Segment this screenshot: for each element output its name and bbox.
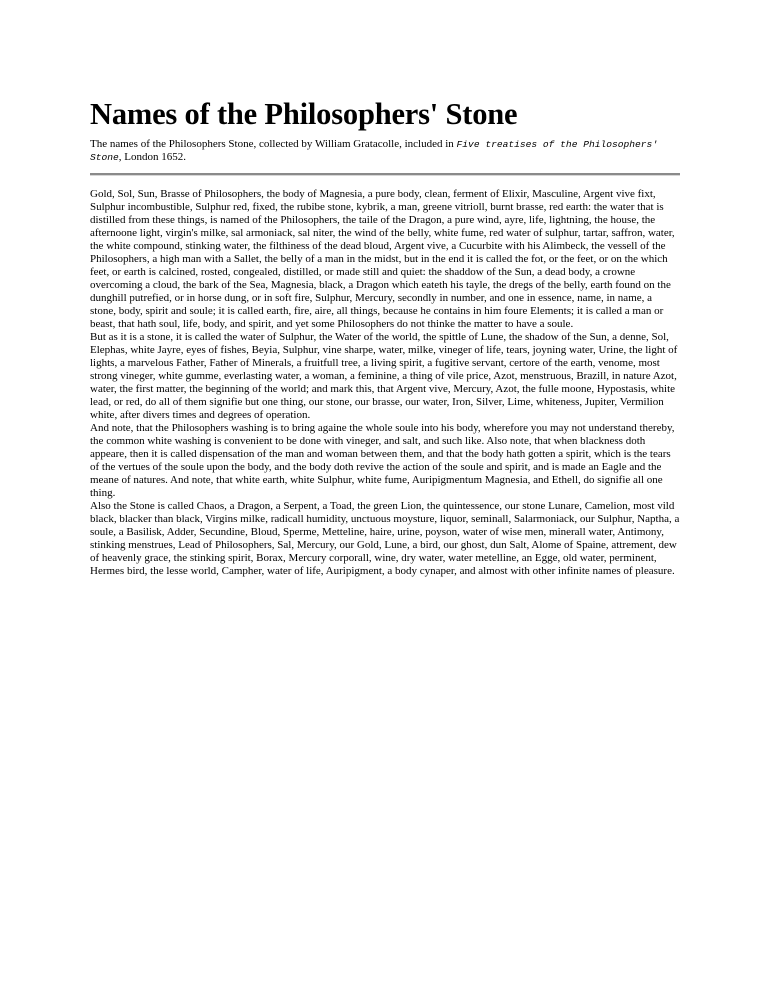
horizontal-rule xyxy=(90,173,680,176)
document-page xyxy=(90,96,680,578)
book-title: Five treatises of the Philosophers' Stone xyxy=(90,139,659,163)
page-title: Names of the Philosophers' Stone xyxy=(90,97,518,131)
intro-before: The names of the Philosophers Stone, collected by William Gratacolle, included in xyxy=(90,138,457,150)
paragraph-1: Gold, Sol, Sun, Brasse of Philosophers, the body of Magnesia, a pure body, clean, ferment of Elixir, Masculine, Argent vive fixt, Sulphur incombustible, Sulphur red, fixed, the rubibe stone, kybrik, a man, greene vitrioll, burnt brasse, red earth: the water that is distilled from these things, is named of the Philosophers, the taile of the Dragon, a pure wind, ayre, life, lightning, the house, the afternoone light, virgin's milke, sal armoniack, sal niter, the wind of the belly, white fume, red water of sulphur, tartar, saffron, water, the white compound, stinking water, the filthiness of the dead bloud, Argent vive, a Cucurbite with his Alimbeck, the vessell of the Philosophers, a high man with a Sallet, the belly of a man in the midst, but in the end it is called the fot, or the feet, or on the which feet, or earth is calcined, rosted, congealed, distilled, or made still and quiet: the shaddow of the Sun, a dead body, a crowne overcoming a cloud, the bark of the Sea, Magnesia, black, a Dragon which eateth his tayle, the dregs of the belly, earth found on the dunghill putrefied, or in horse dung, or in soft fire, Sulphur, Mercury, secondly in number, and one in essence, name, in name, a stone, body, spirit and soule; it is called earth, fire, aire, all things, because he contains in him foure Elements; it is called a man or beast, that hath soul, life, body, and spirit, and yet some Philosophers do not thinke the matter to have a soule. xyxy=(90,188,675,330)
body-text xyxy=(90,188,680,578)
paragraph-2: But as it is a stone, it is called the water of Sulphur, the Water of the world, the spittle of Lune, the shadow of the Sun, a denne, Sol, Elephas, white Jayre, eyes of fishes, Beyia, Sulphur, vine sharpe, water, milke, vineger of life, tears, joyning water, Urine, the light of lights, a marvelous Father, Father of Minerals, a fruitfull tree, a living spirit, a fugitive servant, certore of the earth, venome, most strong vineger, white gumme, everlasting water, a woman, a feminine, a thing of vile price, Azot, menstruous, Brazill, in nature Azot, water, the first matter, the beginning of the world; and mark this, that Argent vive, Mercury, Azot, the fulle moone, Hypostasis, white lead, or red, do all of them signifie but one thing, our stone, our brasse, our water, Iron, Silver, Lime, whiteness, Jupiter, Vermilion white, after divers times and degrees of operation. xyxy=(90,331,678,421)
paragraph-3: And note, that the Philosophers washing is to bring againe the whole soule into his body, wherefore you may not understand thereby, the common white washing is convenient to be done with vineger, and salt, and such like. Also note, that when blackness doth appeare, then it is called dispensation of the man and woman between them, and that the body hath gotten a spirit, which is the tears of the vertues of the soule upon the body, and the body doth revive the action of the soule and spirit, and is made an Eagle and the meane of natures. And note, that white earth, white Sulphur, white fume, Auripigmentum Magnesia, and Ethell, do signifie all one thing. xyxy=(90,422,675,499)
paragraph-4: Also the Stone is called Chaos, a Dragon, a Serpent, a Toad, the green Lion, the quintessence, our stone Lunare, Camelion, most vild black, blacker than black, Virgins milke, radicall humidity, unctuous moysture, liquor, seminall, Salarmoniack, our Sulphur, Naptha, a soule, a Basilisk, Adder, Secundine, Bloud, Sperme, Metteline, haire, urine, poyson, water of wise men, minerall water, Antimony, stinking menstrues, Lead of Philosophers, Sal, Mercury, our Gold, Lune, a bird, our ghost, dun Salt, Alome of Spaine, attrement, dew of heavenly grace, the stinking spirit, Borax, Mercury corporall, wine, dry water, water metelline, an Egge, old water, perminent, Hermes bird, the lesse world, Campher, water of life, Auripigment, a body cynaper, and almost with other infinite names of pleasure. xyxy=(90,500,680,577)
intro-after: , London 1652. xyxy=(118,151,187,163)
intro-text xyxy=(90,138,680,164)
